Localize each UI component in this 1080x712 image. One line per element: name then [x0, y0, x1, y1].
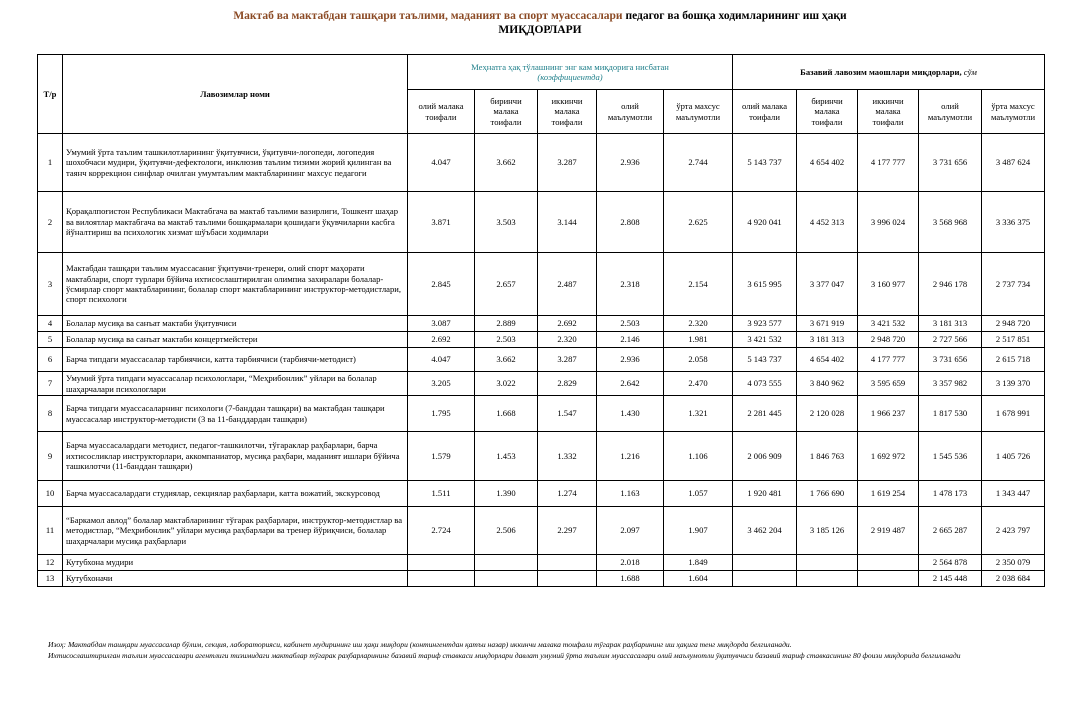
position-name: Барча типдаги муассасалар тарбиячиси, катта тарбиячиси (тарбиячи-методист) [63, 348, 408, 372]
coefficient-cell: 2.936 [597, 134, 664, 192]
position-name: Мактабдан ташқари таълим муассасаниг ўқитувчи-тренери, олий спорт маҳорати мактаблари, спорт турлари бўйича ихтисослаштирилган олимпиа захиралари болалар-ўсмирлар спорт мактабларининг, болалар спорт мактабларининг инструктор-методистлари, спорт психологи [63, 253, 408, 316]
header-name: Лавозимлар номи [63, 55, 408, 134]
salary-cell: 3 160 977 [858, 253, 919, 316]
salary-cell: 1 846 763 [797, 432, 858, 481]
coefficient-cell [408, 555, 475, 571]
subheader-cell: олий маълумотли [919, 90, 982, 134]
coefficient-cell: 2.889 [475, 316, 538, 332]
salary-cell: 1 766 690 [797, 481, 858, 507]
salary-cell: 2 423 797 [982, 507, 1045, 555]
salary-cell: 3 923 577 [733, 316, 797, 332]
row-number: 2 [38, 192, 63, 253]
row-number: 10 [38, 481, 63, 507]
salary-cell: 2 564 878 [919, 555, 982, 571]
header-salary-title: Базавий лавозим маошлари миқдорлари, [800, 66, 962, 77]
coefficient-cell: 1.579 [408, 432, 475, 481]
coefficient-cell: 3.503 [475, 192, 538, 253]
coefficient-cell: 1.849 [664, 555, 733, 571]
header-salary-unit: сўм [961, 66, 977, 77]
salary-cell: 2 948 720 [982, 316, 1045, 332]
row-number: 8 [38, 396, 63, 432]
coefficient-cell: 2.936 [597, 348, 664, 372]
salary-cell: 1 619 254 [858, 481, 919, 507]
coefficient-cell: 2.744 [664, 134, 733, 192]
salary-cell: 5 143 737 [733, 348, 797, 372]
salary-cell: 4 073 555 [733, 372, 797, 396]
subheader-cell: олий маълумотли [597, 90, 664, 134]
coefficient-cell: 1.163 [597, 481, 664, 507]
salary-cell [858, 555, 919, 571]
coefficient-cell: 3.287 [538, 348, 597, 372]
coefficient-cell: 1.057 [664, 481, 733, 507]
table-row [38, 192, 1045, 253]
salary-cell: 3 181 313 [797, 332, 858, 348]
row-number: 9 [38, 432, 63, 481]
salary-cell: 3 336 375 [982, 192, 1045, 253]
subheader-cell: иккинчи малака тоифали [858, 90, 919, 134]
table-row [38, 316, 1045, 332]
coefficient-cell: 2.625 [664, 192, 733, 253]
note-1: Изоҳ: Мактабдан ташқари муассасалар бўлим, секция, лабораторияси, кабинет мудирининг иш ҳақи миқдори (контингентдан қатъи назар) иккинчи малака тоифали тўгарак раҳбарининг иш ҳақига тенг миқдорда белгиланади. [48, 640, 792, 649]
coefficient-cell: 2.657 [475, 253, 538, 316]
subheader-cell: ўрта махсус маълумотли [982, 90, 1045, 134]
coefficient-cell: 1.547 [538, 396, 597, 432]
table-row [38, 332, 1045, 348]
position-name: Умумий ўрта типдаги муассасалар психологлари, “Меҳрибонлик” уйлари ва болалар шаҳарчалари психологлари [63, 372, 408, 396]
note-2: Ихтисослаштирилган таълим муассасалари агентлиги тизимидаги мактаблар тўгарак раҳбарларининг базавий тариф ставкаси миқдорлари давлат умумий ўрта таълим муассасалари олий маълумотли ўқитувчиси базавий тариф ставкасининг 80 фоизи миқдорида белгиланади [48, 650, 961, 660]
row-number: 5 [38, 332, 63, 348]
coefficient-cell: 1.907 [664, 507, 733, 555]
coefficient-cell [408, 571, 475, 587]
salary-cell: 3 568 968 [919, 192, 982, 253]
position-name: Қорақалпоғистон Республикаси Мактабгача ва мактаб таълими вазирлиги, Тошкент шаҳар ва вилоятлар мактабгача ва мактаб таълими бошқармалари қошидаги ўқувчиларни касбга йўналтириш ва психологик хизмат шўъбаси ходимлари [63, 192, 408, 253]
salary-cell: 2 006 909 [733, 432, 797, 481]
coefficient-cell: 1.274 [538, 481, 597, 507]
coefficient-cell [475, 571, 538, 587]
coefficient-cell: 3.144 [538, 192, 597, 253]
row-number: 1 [38, 134, 63, 192]
salary-cell: 1 405 726 [982, 432, 1045, 481]
salary-cell: 4 654 402 [797, 348, 858, 372]
row-number: 4 [38, 316, 63, 332]
salary-cell: 3 731 656 [919, 348, 982, 372]
salary-cell: 3 615 995 [733, 253, 797, 316]
salary-cell: 2 145 448 [919, 571, 982, 587]
salary-cell: 2 737 734 [982, 253, 1045, 316]
coefficient-cell: 2.146 [597, 332, 664, 348]
salary-cell: 4 452 313 [797, 192, 858, 253]
row-number: 3 [38, 253, 63, 316]
coefficient-cell: 2.487 [538, 253, 597, 316]
coefficient-cell [538, 571, 597, 587]
coefficient-cell: 4.047 [408, 134, 475, 192]
position-name: Барча муассасалардаги методист, педагог-ташкилотчи, тўгараклар раҳбарлари, барча ихтисосликлар инструкторлари, аккомпаниатор, мусиқа раҳбари, маданият ишлари бўйича ташкилотчи (11-банддан ташқари) [63, 432, 408, 481]
salary-cell: 3 462 204 [733, 507, 797, 555]
coefficient-cell: 3.871 [408, 192, 475, 253]
salary-cell: 1 966 237 [858, 396, 919, 432]
salary-cell: 3 421 532 [733, 332, 797, 348]
table-row [38, 396, 1045, 432]
salary-cell: 1 678 991 [982, 396, 1045, 432]
subheader-cell: иккинчи малака тоифали [538, 90, 597, 134]
salary-cell: 3 185 126 [797, 507, 858, 555]
salary-cell: 3 487 624 [982, 134, 1045, 192]
coefficient-cell: 2.808 [597, 192, 664, 253]
salary-cell: 5 143 737 [733, 134, 797, 192]
coefficient-cell: 1.332 [538, 432, 597, 481]
salary-cell: 2 350 079 [982, 555, 1045, 571]
coefficient-cell: 2.503 [597, 316, 664, 332]
coefficient-cell: 3.205 [408, 372, 475, 396]
coefficient-cell: 1.430 [597, 396, 664, 432]
salary-cell: 3 996 024 [858, 192, 919, 253]
document-title [0, 9, 1080, 37]
coefficient-cell: 2.470 [664, 372, 733, 396]
position-name: Умумий ўрта таълим ташкилотларининг ўқитувчиси, ўқитувчи-логопеди, логопедия шохобчаси мудири, ўқитувчи-дефектологи, инклюзив таълим тизими жорий қилинган ва таянч коррекцион синфлар очилган умумтаълим мактабларининг махсус педагоги [63, 134, 408, 192]
salary-cell: 2 919 487 [858, 507, 919, 555]
table-row [38, 432, 1045, 481]
salary-cell [797, 571, 858, 587]
subheader-cell: биринчи малака тоифали [475, 90, 538, 134]
header-coefficient-group [408, 55, 733, 90]
coefficient-cell: 1.511 [408, 481, 475, 507]
salary-cell [858, 571, 919, 587]
coefficient-cell: 2.320 [538, 332, 597, 348]
title-part1: Мактаб ва мактабдан ташқари таълими, маданият ва спорт муассасалари [233, 10, 623, 22]
coefficient-cell: 2.318 [597, 253, 664, 316]
coefficient-cell: 2.503 [475, 332, 538, 348]
salary-cell: 3 595 659 [858, 372, 919, 396]
salary-cell: 2 120 028 [797, 396, 858, 432]
salary-cell: 3 357 982 [919, 372, 982, 396]
salary-cell: 3 377 047 [797, 253, 858, 316]
table-row [38, 571, 1045, 587]
notes-section [48, 640, 1038, 661]
coefficient-cell: 3.662 [475, 348, 538, 372]
salary-cell: 2 665 287 [919, 507, 982, 555]
table-row [38, 253, 1045, 316]
salary-cell [797, 555, 858, 571]
coefficient-cell: 2.845 [408, 253, 475, 316]
salary-cell: 1 817 530 [919, 396, 982, 432]
table-row [38, 372, 1045, 396]
coefficient-cell: 1.604 [664, 571, 733, 587]
coefficient-cell: 1.668 [475, 396, 538, 432]
salary-cell: 1 692 972 [858, 432, 919, 481]
table-row [38, 507, 1045, 555]
salary-cell: 2 281 445 [733, 396, 797, 432]
coefficient-cell: 2.692 [408, 332, 475, 348]
table-row [38, 134, 1045, 192]
salary-cell: 1 478 173 [919, 481, 982, 507]
coefficient-cell: 2.642 [597, 372, 664, 396]
position-name: Болалар мусиқа ва санъат мактаби ўқитувчиси [63, 316, 408, 332]
position-name: “Баркамол авлод” болалар мактабларининг тўгарак раҳбарлари, инструктор-методистлар ва методистлар, “Меҳрибонлик” уйлари мусиқа раҳбарлари ва тренер йўриқчиси, болалар шаҳарчалари мусиқа раҳбарлари [63, 507, 408, 555]
salary-cell: 2 948 720 [858, 332, 919, 348]
table-row [38, 348, 1045, 372]
salary-cell: 3 731 656 [919, 134, 982, 192]
row-number: 13 [38, 571, 63, 587]
table-row [38, 555, 1045, 571]
subheader-cell: ўрта махсус маълумотли [664, 90, 733, 134]
salary-cell: 1 343 447 [982, 481, 1045, 507]
title-part2: педагог ва бошқа ходимларининг иш ҳақи [622, 10, 847, 22]
row-number: 6 [38, 348, 63, 372]
header-coefficient-sub: (коэффициентда) [537, 72, 603, 82]
subheader-cell: олий малака тоифали [733, 90, 797, 134]
position-name: Кутубхоначи [63, 571, 408, 587]
coefficient-cell: 2.058 [664, 348, 733, 372]
salary-table [37, 54, 1045, 587]
salary-cell [733, 571, 797, 587]
salary-cell: 3 139 370 [982, 372, 1045, 396]
salary-cell: 2 946 178 [919, 253, 982, 316]
coefficient-cell [475, 555, 538, 571]
salary-cell: 3 421 532 [858, 316, 919, 332]
coefficient-cell: 1.795 [408, 396, 475, 432]
salary-cell: 4 177 777 [858, 134, 919, 192]
coefficient-cell: 1.390 [475, 481, 538, 507]
salary-cell: 4 920 041 [733, 192, 797, 253]
coefficient-cell: 2.297 [538, 507, 597, 555]
salary-cell: 3 671 919 [797, 316, 858, 332]
row-number: 12 [38, 555, 63, 571]
coefficient-cell: 2.018 [597, 555, 664, 571]
coefficient-cell: 1.453 [475, 432, 538, 481]
subheader-cell: олий малака тоифали [408, 90, 475, 134]
position-name: Болалар мусиқа ва санъат мактаби концертмейстери [63, 332, 408, 348]
salary-cell: 2 038 684 [982, 571, 1045, 587]
coefficient-cell: 2.724 [408, 507, 475, 555]
coefficient-cell: 3.087 [408, 316, 475, 332]
header-num: Т/р [38, 55, 63, 134]
header-coefficient-title: Меҳнатга ҳақ тўлашнинг энг кам миқдорига нисбатан [471, 61, 669, 72]
coefficient-cell: 2.692 [538, 316, 597, 332]
header-salary-group [733, 55, 1045, 90]
coefficient-cell: 4.047 [408, 348, 475, 372]
coefficient-cell: 1.321 [664, 396, 733, 432]
coefficient-cell: 3.662 [475, 134, 538, 192]
table-row [38, 481, 1045, 507]
coefficient-cell [538, 555, 597, 571]
salary-cell: 3 840 962 [797, 372, 858, 396]
salary-cell: 2 727 566 [919, 332, 982, 348]
position-name: Барча муассасалардаги студиялар, секциялар раҳбарлари, катта вожатий, экскурсовод [63, 481, 408, 507]
salary-cell: 2 615 718 [982, 348, 1045, 372]
coefficient-cell: 3.287 [538, 134, 597, 192]
position-name: Барча типдаги муассасаларнинг психологи (7-банддан ташқари) ва мактабдан ташқари муассасалар инструктор-методисти (3 ва 11-банддардан ташқари) [63, 396, 408, 432]
salary-cell: 4 177 777 [858, 348, 919, 372]
coefficient-cell: 2.506 [475, 507, 538, 555]
salary-cell: 1 920 481 [733, 481, 797, 507]
salary-cell [733, 555, 797, 571]
row-number: 11 [38, 507, 63, 555]
title-line2: МИҚДОРЛАРИ [498, 24, 582, 36]
position-name: Кутубхона мудири [63, 555, 408, 571]
salary-cell: 2 517 851 [982, 332, 1045, 348]
coefficient-cell: 2.320 [664, 316, 733, 332]
coefficient-cell: 1.981 [664, 332, 733, 348]
coefficient-cell: 1.216 [597, 432, 664, 481]
row-number: 7 [38, 372, 63, 396]
coefficient-cell: 3.022 [475, 372, 538, 396]
coefficient-cell: 1.688 [597, 571, 664, 587]
salary-cell: 1 545 536 [919, 432, 982, 481]
coefficient-cell: 2.829 [538, 372, 597, 396]
subheader-cell: биринчи малака тоифали [797, 90, 858, 134]
coefficient-cell: 2.097 [597, 507, 664, 555]
salary-cell: 4 654 402 [797, 134, 858, 192]
salary-cell: 3 181 313 [919, 316, 982, 332]
coefficient-cell: 1.106 [664, 432, 733, 481]
coefficient-cell: 2.154 [664, 253, 733, 316]
